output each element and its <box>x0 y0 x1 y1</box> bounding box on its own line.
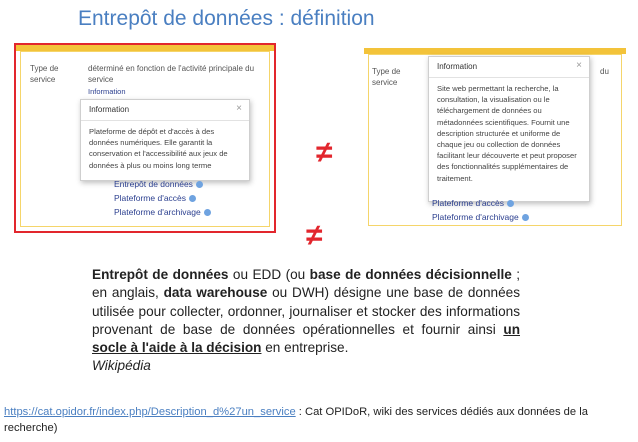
reference-link[interactable]: https://cat.opidor.fr/index.php/Description_d%27un_service <box>4 406 296 418</box>
popover-divider <box>429 77 589 78</box>
info-icon[interactable] <box>507 200 514 207</box>
not-equal-symbol: ≠ <box>316 136 333 169</box>
definition-part: ; en anglais, <box>92 267 521 301</box>
slide-title: Entrepôt de données : définition <box>78 7 375 30</box>
popover-text: Site web permettant la recherche, la consultation, la visualisation ou le téléchargement de données ou métadonnées scientifiques. Fournit une description structurée et uniforme de chaque jeu ou collection de données facilitant leur découverte et peut proposer des fonctionnalités supplémentaires de traitement. <box>437 84 577 183</box>
popover-close-icon[interactable]: × <box>236 103 242 114</box>
definition-part: ou DWH) désigne une base de données utilisée pour collecter, ordonner, journaliser et stocker des informations provenant de base de données opérationnelles et fournir ainsi <box>92 285 521 337</box>
popover-divider <box>81 120 249 121</box>
definition-text <box>92 266 520 376</box>
term-socle-decision: un socle à l'aide à la décision <box>92 321 520 356</box>
info-icon[interactable] <box>189 195 196 202</box>
definition-part: en entreprise. <box>261 340 349 356</box>
reference-text: : Cat OPIDoR, wiki des services dédiés aux données de la recherche) <box>4 406 588 434</box>
field-description: déterminé en fonction de l'activité principale du service <box>88 64 255 84</box>
term-data-warehouse: data warehouse <box>163 285 268 301</box>
right-screenshot <box>364 48 626 230</box>
info-icon[interactable] <box>522 214 529 221</box>
option-plateforme-acces[interactable]: Plateforme d'accès <box>432 198 514 209</box>
option-entrepot[interactable]: Entrepôt de données <box>114 179 203 190</box>
field-label: Type de service <box>372 67 401 87</box>
definition-source: Wikipédia <box>92 358 151 374</box>
info-icon[interactable] <box>204 209 211 216</box>
definition-part: ou EDD (ou <box>228 267 310 282</box>
footer-reference <box>4 404 634 436</box>
option-plateforme-archivage[interactable]: Plateforme d'archivage <box>114 207 211 218</box>
option-plateforme-acces[interactable]: Plateforme d'accès <box>114 193 196 204</box>
not-equal-symbol: ≠ <box>306 219 323 252</box>
info-icon[interactable] <box>196 181 203 188</box>
term-entrepot: Entrepôt de données <box>92 267 229 282</box>
info-popover <box>80 99 250 181</box>
popover-text: Plateforme de dépôt et d'accès à des données numériques. Elle garantit la conservation et l'accessibilité aux jeux de données à plus ou moins long terme <box>89 127 228 170</box>
popover-title: Information <box>437 62 478 71</box>
term-bdd-decisionnelle: base de données décisionnelle <box>309 267 512 282</box>
info-popover <box>428 56 590 202</box>
option-plateforme-archivage[interactable]: Plateforme d'archivage <box>432 212 529 223</box>
popover-title: Information <box>89 105 130 114</box>
field-label: Type de service <box>30 64 59 84</box>
field-description-tail: du <box>600 67 609 76</box>
info-link[interactable]: Information <box>88 87 126 96</box>
left-screenshot <box>14 43 276 233</box>
popover-close-icon[interactable]: × <box>576 60 582 71</box>
